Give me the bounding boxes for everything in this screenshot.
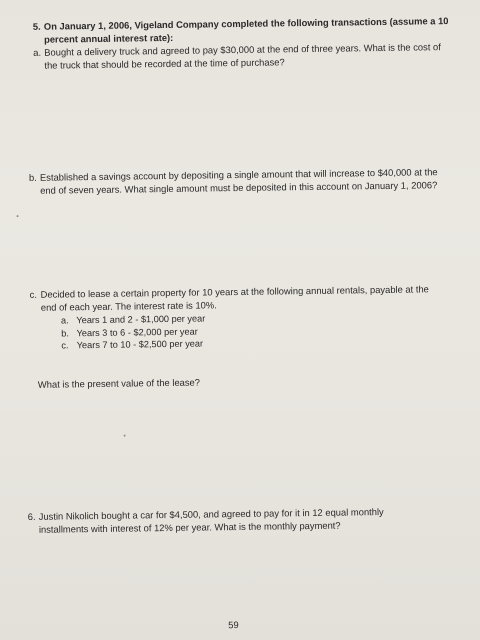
paper-speck: [17, 215, 19, 217]
rental-item-text: Years 1 and 2 - $1,000 per year: [76, 313, 206, 326]
question-6: [27, 506, 384, 536]
question-5b: [28, 166, 438, 197]
question-5c-line-2: end of each year. The interest rate is 10%.: [40, 298, 217, 313]
rental-item-letter: c.: [61, 340, 69, 351]
page-number: 59: [228, 619, 239, 631]
question-6-line-1: Justin Nikolich bought a car for $4,500, and agreed to pay for it in 12 equal monthly: [38, 506, 384, 522]
question-5-number: 5.: [32, 20, 41, 32]
rental-schedule-list: [61, 312, 206, 352]
question-5c-label: c.: [29, 288, 37, 300]
question-5a-line-2: the truck that should be recorded at the time of purchase?: [44, 55, 285, 71]
question-5b-line-2: end of seven years. What single amount must be deposited in this account on January 1, 2006?: [40, 178, 438, 196]
question-5a-line-1: Bought a delivery truck and agreed to pay $30,000 at the end of three years. What is the cost of: [44, 41, 441, 58]
paper-speck: [124, 435, 126, 437]
question-5-intro-line-2: percent annual interest rate):: [43, 31, 174, 45]
question-5b-line-1: Established a savings account by depositing a single amount that will increase to $40,000 at the: [39, 166, 438, 183]
rental-item-letter: a.: [60, 315, 69, 326]
question-5b-label: b.: [28, 171, 37, 183]
rental-item-letter: b.: [61, 327, 69, 339]
question-5c-question: [38, 377, 200, 392]
list-item: [61, 338, 205, 353]
question-5a-label: a.: [33, 46, 42, 58]
question-5c-line-1: Decided to lease a certain property for 10 years at the following annual rentals, payable at the: [40, 283, 429, 300]
question-5c: [29, 283, 430, 314]
rental-item-text: Years 7 to 10 - $2,500 per year: [76, 338, 204, 351]
question-5a: [33, 41, 441, 72]
rental-item-text: Years 3 to 6 - $2,000 per year: [76, 326, 198, 338]
question-5-intro-line-1: On January 1, 2006, Vigeland Company completed the following transactions (assume a 10: [43, 15, 449, 32]
question-6-number: 6.: [27, 510, 36, 522]
question-6-line-2: installments with interest of 12% per year. What is the monthly payment?: [38, 519, 341, 535]
lease-present-value-question: What is the present value of the lease?: [37, 376, 201, 390]
